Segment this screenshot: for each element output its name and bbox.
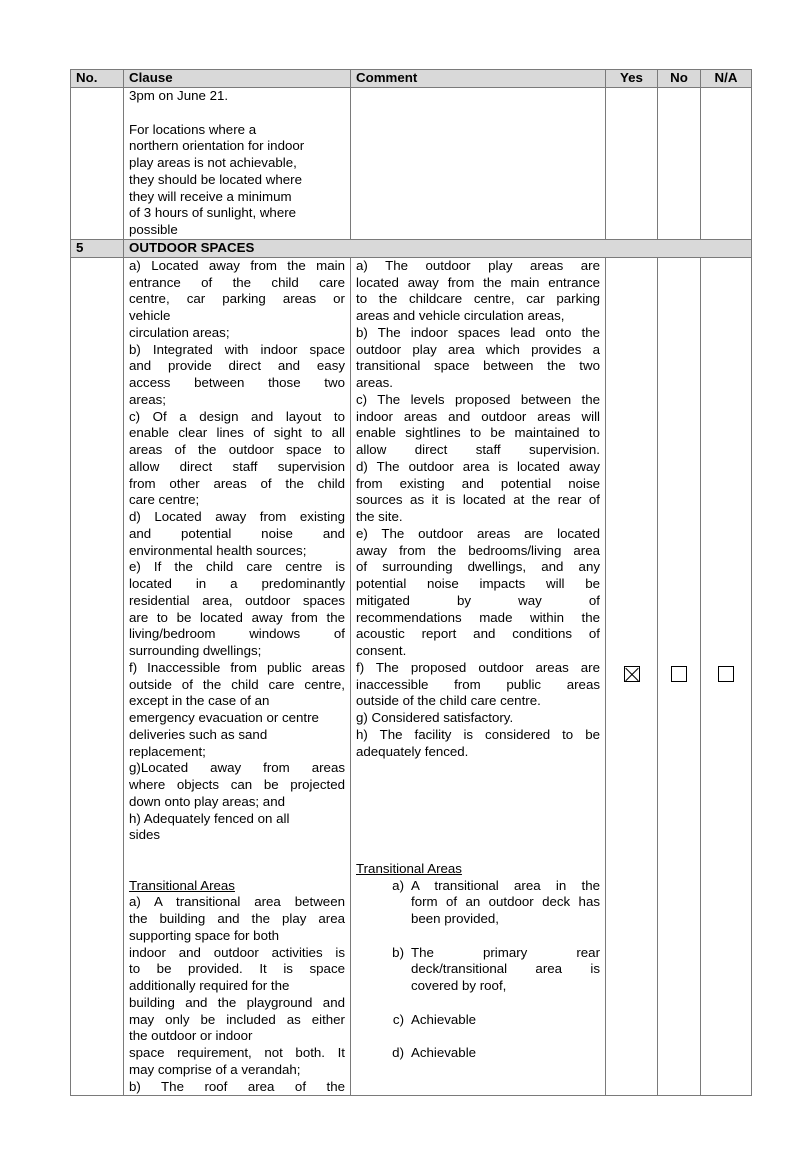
outdoor-clause-line: located in a predominantly xyxy=(129,576,345,591)
transitional-clause-line: the outdoor or indoor xyxy=(129,1028,253,1044)
outdoor-clause-line: living/bedroom windows of xyxy=(129,626,345,642)
transitional-comment-item xyxy=(356,878,600,928)
transitional-clause-line: may comprise of a verandah; xyxy=(129,1061,301,1077)
outdoor-comment-line: to the childcare centre, car parking xyxy=(356,291,600,307)
transitional-comment-line: covered by roof, xyxy=(411,978,507,993)
cell-comment-outdoor xyxy=(351,257,606,1096)
continued-clause-line: northern orientation for indoor xyxy=(129,138,305,154)
transitional-clause-line: building and the playground and xyxy=(129,994,345,1010)
continued-clause-line: play areas is not achievable, xyxy=(129,155,297,170)
outdoor-comment-line: g) Considered satisfactory. xyxy=(356,710,514,725)
list-item-label: b) xyxy=(392,944,404,960)
section-title: OUTDOOR SPACES xyxy=(124,239,752,257)
transitional-comment-item xyxy=(356,945,600,995)
outdoor-clause-line: d) Located away from existing xyxy=(129,509,345,524)
outdoor-clause-line: g)Located away from areas xyxy=(129,760,345,776)
outdoor-clause-line: surrounding dwellings; xyxy=(129,643,262,658)
outdoor-comment-line: enable sightlines to be maintained to xyxy=(356,425,600,441)
outdoor-clause-line: residential area, outdoor spaces xyxy=(129,592,345,608)
outdoor-comment-line: h) The facility is considered to be xyxy=(356,726,600,742)
na-checkbox[interactable] xyxy=(718,666,734,682)
table-row-outdoor xyxy=(71,257,752,1096)
outdoor-clause-line: circulation areas; xyxy=(129,324,230,340)
outdoor-comment-line: the site. xyxy=(356,509,403,524)
outdoor-comment-line: areas. xyxy=(356,375,393,390)
outdoor-clause-line: from other areas of the child xyxy=(129,475,345,491)
list-item-label: a) xyxy=(392,877,404,893)
outdoor-comment-line: c) The levels proposed between the xyxy=(356,391,600,407)
outdoor-comment-line: d) The outdoor area is located away xyxy=(356,458,600,474)
transitional-comment-list xyxy=(356,878,600,1062)
continued-clause-line xyxy=(129,105,345,122)
outdoor-clause-line: are to be located away from the xyxy=(129,609,345,625)
section-row xyxy=(71,239,752,257)
transitional-comment-line: deck/transitional area is xyxy=(411,961,600,977)
outdoor-comment-line: f) The proposed outdoor areas are xyxy=(356,659,600,675)
outdoor-clause-text xyxy=(129,258,345,844)
outdoor-clause-line: b) Integrated with indoor space xyxy=(129,341,345,357)
transitional-clause-line: the building and the play area xyxy=(129,911,345,926)
outdoor-comment-line: mitigated by way of xyxy=(356,592,600,608)
outdoor-clause-line: replacement; xyxy=(129,743,206,759)
yes-checkbox[interactable] xyxy=(624,666,640,682)
outdoor-comment-line: inaccessible from public areas xyxy=(356,676,600,692)
cell-no xyxy=(71,257,124,1096)
outdoor-clause-line: except in the case of an xyxy=(129,693,270,709)
outdoor-clause-line: and provide direct and easy xyxy=(129,358,345,374)
header-na: N/A xyxy=(701,70,752,88)
outdoor-comment-line: located away from the main entrance xyxy=(356,274,600,290)
outdoor-clause-line: h) Adequately fenced on all xyxy=(129,810,290,826)
cell-comment xyxy=(351,88,606,240)
outdoor-clause-line: e) If the child care centre is xyxy=(129,559,345,575)
outdoor-clause-line: areas; xyxy=(129,391,166,407)
outdoor-comment-line: recommendations made within the xyxy=(356,609,600,625)
continued-clause-line: of 3 hours of sunlight, where xyxy=(129,205,297,221)
transitional-clause-line: a) A transitional area between xyxy=(129,894,345,910)
header-comment: Comment xyxy=(351,70,606,88)
transitional-clause-line: indoor and outdoor activities is xyxy=(129,944,345,960)
outdoor-comment-line: acoustic report and conditions of xyxy=(356,626,600,642)
transitional-comment-line: The primary rear xyxy=(411,944,600,960)
transitional-comment-line: Achievable xyxy=(411,1011,477,1027)
outdoor-clause-line: and potential noise and xyxy=(129,525,345,541)
list-item-label: d) xyxy=(392,1045,404,1060)
section-number: 5 xyxy=(71,239,124,257)
outdoor-clause-line: enable clear lines of sight to all xyxy=(129,425,345,441)
transitional-clause-text xyxy=(129,894,345,1095)
outdoor-comment-line: b) The indoor spaces lead onto the xyxy=(356,324,600,340)
continued-clause-line: possible xyxy=(129,222,178,237)
header-no-col: No xyxy=(658,70,701,88)
header-no: No. xyxy=(71,70,124,88)
list-item-label: c) xyxy=(392,1011,404,1027)
transitional-comment-line: form of an outdoor deck has xyxy=(411,894,600,910)
outdoor-clause-line: where objects can be projected xyxy=(129,777,345,792)
outdoor-clause-line: a) Located away from the main xyxy=(129,257,345,273)
continued-clause-line: they will receive a minimum xyxy=(129,188,292,204)
outdoor-comment-line: areas and vehicle circulation areas, xyxy=(356,308,565,323)
transitional-comment-line: A transitional area in the xyxy=(411,877,600,893)
outdoor-clause-line: emergency evacuation or centre xyxy=(129,710,319,725)
continued-clause-line: 3pm on June 21. xyxy=(129,88,229,103)
outdoor-clause-line: vehicle xyxy=(129,308,171,323)
outdoor-comment-line: indoor areas and outdoor areas will xyxy=(356,408,600,424)
outdoor-comment-line: away from the bedrooms/living area xyxy=(356,542,600,558)
table-row-continued xyxy=(71,88,752,240)
cell-yes xyxy=(606,257,658,1096)
outdoor-comment-line: outdoor play area which provides a xyxy=(356,341,600,357)
outdoor-clause-line: care centre; xyxy=(129,492,200,508)
transitional-clause-line: b) The roof area of the xyxy=(129,1078,345,1094)
outdoor-comment-line: potential noise impacts will be xyxy=(356,576,600,591)
outdoor-comment-line: allow direct staff supervision. xyxy=(356,442,600,457)
outdoor-clause-line: deliveries such as sand xyxy=(129,726,268,742)
outdoor-comment-line: consent. xyxy=(356,643,407,658)
outdoor-clause-line: areas of the outdoor space to xyxy=(129,442,345,457)
outdoor-comment-line: e) The outdoor areas are located xyxy=(356,525,600,541)
transitional-heading-comment: Transitional Areas xyxy=(356,860,462,876)
outdoor-clause-line: down onto play areas; and xyxy=(129,793,285,809)
transitional-comment-line: Achievable xyxy=(411,1045,477,1060)
transitional-clause-line: may only be included as either xyxy=(129,1011,345,1027)
cell-clause-outdoor xyxy=(124,257,351,1096)
transitional-comment-line: been provided, xyxy=(411,911,499,926)
outdoor-clause-line: centre, car parking areas or xyxy=(129,291,345,307)
transitional-clause-line: supporting space for both xyxy=(129,927,280,943)
transitional-clause-line: to be provided. It is space xyxy=(129,961,345,977)
outdoor-comment-line: outside of the child care centre. xyxy=(356,693,541,709)
outdoor-clause-line: allow direct staff supervision xyxy=(129,458,345,474)
transitional-comment-item xyxy=(356,1045,600,1062)
table-header-row xyxy=(71,70,752,88)
outdoor-comment-line: from existing and potential noise xyxy=(356,475,600,491)
transitional-clause-line: space requirement, not both. It xyxy=(129,1045,345,1060)
outdoor-comment-line: of surrounding dwellings, and any xyxy=(356,559,600,575)
outdoor-comment-text xyxy=(356,258,600,761)
transitional-clause-line: additionally required for the xyxy=(129,978,290,993)
outdoor-clause-line: access between those two xyxy=(129,375,345,390)
outdoor-clause-line: f) Inaccessible from public areas xyxy=(129,659,345,675)
cell-na xyxy=(701,257,752,1096)
outdoor-clause-line: sides xyxy=(129,827,161,843)
outdoor-comment-line: a) The outdoor play areas are xyxy=(356,257,600,273)
outdoor-clause-line: outside of the child care centre, xyxy=(129,676,345,692)
cell-no xyxy=(71,88,124,240)
no-checkbox[interactable] xyxy=(671,666,687,682)
compliance-table xyxy=(70,69,752,1096)
cell-clause-continued xyxy=(124,88,351,240)
header-yes: Yes xyxy=(606,70,658,88)
outdoor-clause-line: environmental health sources; xyxy=(129,542,307,558)
transitional-heading-clause: Transitional Areas xyxy=(129,877,235,893)
outdoor-clause-line: entrance of the child care xyxy=(129,274,345,290)
cell-no-box xyxy=(658,257,701,1096)
outdoor-comment-line: transitional space between the two xyxy=(356,358,600,374)
header-clause: Clause xyxy=(124,70,351,88)
cell-na xyxy=(701,88,752,240)
cell-no-box xyxy=(658,88,701,240)
continued-clause-line: they should be located where xyxy=(129,171,302,187)
outdoor-clause-line: c) Of a design and layout to xyxy=(129,408,345,424)
transitional-comment-item xyxy=(356,1012,600,1029)
outdoor-comment-line: adequately fenced. xyxy=(356,743,469,759)
cell-yes xyxy=(606,88,658,240)
outdoor-comment-line: sources as it is located at the rear of xyxy=(356,492,600,508)
continued-clause-line: For locations where a xyxy=(129,121,257,137)
